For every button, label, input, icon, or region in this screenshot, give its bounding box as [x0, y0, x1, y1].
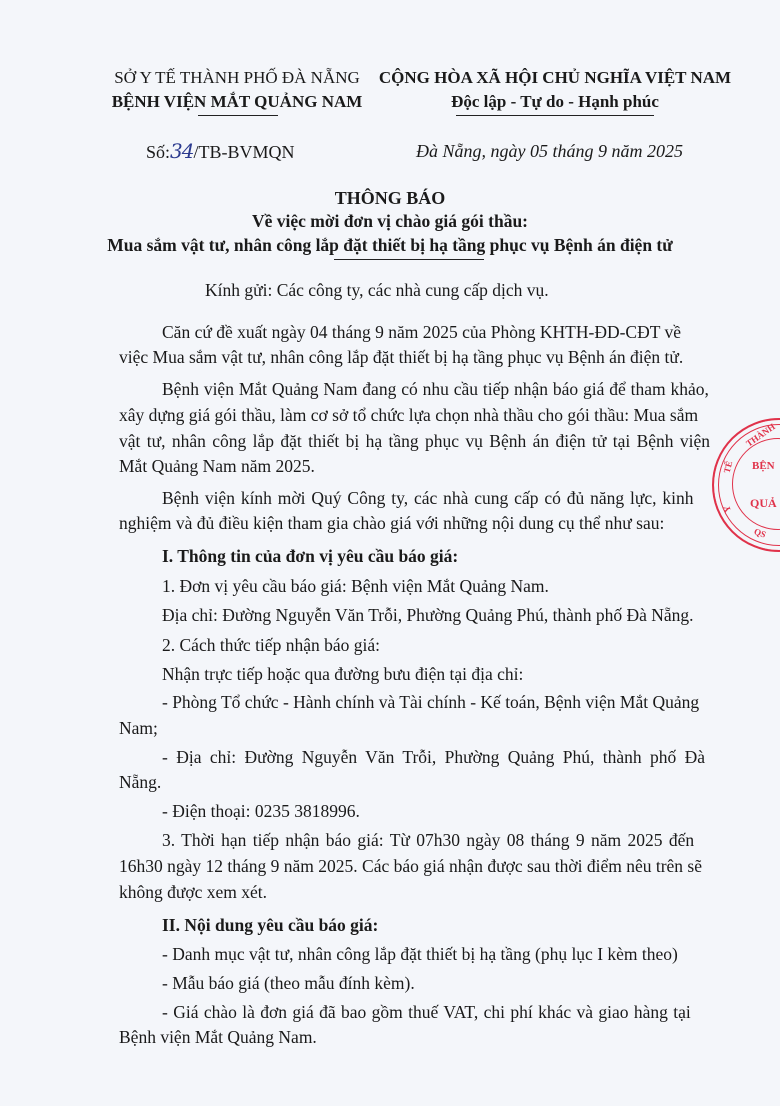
- para2-line3: vật tư, nhân công lắp đặt thiết bị hạ tầng phục vụ Bệnh án điện tử tại Bệnh viện: [119, 431, 711, 451]
- section1-address: Địa chỉ: Đường Nguyễn Văn Trỗi, Phường Quảng Phú, thành phố Đà Nẵng.: [162, 605, 694, 625]
- issuer-department: SỞ Y TẾ THÀNH PHỐ ĐÀ NẴNG: [114, 68, 360, 87]
- official-seal-stamp: [712, 418, 780, 552]
- stamp-text-left2: Y: [721, 504, 734, 514]
- section2-heading: II. Nội dung yêu cầu báo giá:: [162, 915, 379, 935]
- para2-line1: Bệnh viện Mắt Quảng Nam đang có nhu cầu tiếp nhận báo giá để tham khảo,: [162, 379, 709, 399]
- title-subject-line1: Về việc mời đơn vị chào giá gói thầu:: [251, 211, 529, 231]
- para3-line1: Bệnh viện kính mời Quý Công ty, các nhà cung cấp có đủ năng lực, kinh: [162, 488, 694, 508]
- para3-line2: nghiệm và đủ điều kiện tham gia chào giá với những nội dung cụ thể như sau:: [119, 513, 665, 533]
- issuer-hospital: BỆNH VIỆN MẮT QUẢNG NAM: [111, 92, 363, 111]
- section1-receive: Nhận trực tiếp hoặc qua đường bưu điện tại địa chỉ:: [162, 664, 524, 684]
- section1-addr2-line1: - Địa chỉ: Đường Nguyễn Văn Trỗi, Phường Quảng Phú, thành phố Đà: [162, 747, 706, 767]
- stamp-text-top: THÀNH: [744, 421, 777, 449]
- stamp-text-left: TẾ: [721, 459, 735, 475]
- section2-bullet1: - Danh mục vật tư, nhân công lắp đặt thiết bị hạ tầng (phụ lục I kèm theo): [162, 944, 678, 964]
- place-date: Đà Nẵng, ngày 05 tháng 9 năm 2025: [416, 141, 683, 161]
- section1-heading: I. Thông tin của đơn vị yêu cầu báo giá:: [162, 546, 459, 566]
- stamp-text-bottom: QS: [752, 526, 768, 540]
- document-title: THÔNG BÁO: [334, 188, 446, 208]
- section1-phone: - Điện thoại: 0235 3818996.: [162, 801, 360, 821]
- section1-item1: 1. Đơn vị yêu cầu báo giá: Bệnh viện Mắt Quảng Nam.: [162, 576, 549, 596]
- para1-line2: việc Mua sắm vật tư, nhân công lắp đặt thiết bị hạ tầng phục vụ Bệnh án điện tử.: [119, 347, 684, 367]
- national-title: CỘNG HÒA XÃ HỘI CHỦ NGHĨA VIỆT NAM: [378, 68, 732, 87]
- national-motto: Độc lập - Tự do - Hạnh phúc: [451, 92, 659, 111]
- section1-dept-line2: Nam;: [119, 718, 158, 738]
- para2-line4: Mắt Quảng Nam năm 2025.: [119, 456, 315, 476]
- number-prefix: Số:: [146, 142, 171, 162]
- section1-item3-line3: không được xem xét.: [119, 882, 268, 902]
- title-subject-line2: Mua sắm vật tư, nhân công lắp đặt thiết bị hạ tầng phục vụ Bệnh án điện tử: [107, 235, 673, 255]
- section1-addr2-line2: Nẵng.: [119, 772, 162, 792]
- para2-line2: xây dựng giá gói thầu, làm cơ sở tổ chức lựa chọn nhà thầu cho gói thầu: Mua sắm: [119, 405, 699, 425]
- section1-item3-line1: 3. Thời hạn tiếp nhận báo giá: Từ 07h30 ngày 08 tháng 9 năm 2025 đến: [162, 830, 695, 850]
- section1-item3-line2: 16h30 ngày 12 tháng 9 năm 2025. Các báo giá nhận được sau thời điểm nêu trên sẽ: [119, 856, 703, 876]
- section1-item2: 2. Cách thức tiếp nhận báo giá:: [162, 635, 380, 655]
- stamp-text-center1: BỆN: [752, 460, 775, 472]
- section1-dept-line1: - Phòng Tổ chức - Hành chính và Tài chính - Kế toán, Bệnh viện Mắt Quảng: [162, 692, 700, 712]
- stamp-inner-ring: [732, 438, 780, 530]
- section2-bullet2: - Mẫu báo giá (theo mẫu đính kèm).: [162, 973, 415, 993]
- motto-underline: [456, 115, 654, 116]
- section2-bullet3-line2: Bệnh viện Mắt Quảng Nam.: [119, 1027, 317, 1047]
- para1-line1: Căn cứ đề xuất ngày 04 tháng 9 năm 2025 của Phòng KHTH-ĐD-CĐT về: [162, 322, 681, 342]
- recipient: Kính gửi: Các công ty, các nhà cung cấp dịch vụ.: [205, 280, 549, 300]
- number-suffix: /TB-BVMQN: [193, 142, 295, 162]
- section2-bullet3-line1: - Giá chào là đơn giá đã bao gồm thuế VAT, chi phí khác và giao hàng tại: [162, 1002, 691, 1022]
- document-number: [146, 138, 294, 165]
- issuer-underline: [198, 115, 278, 116]
- handwritten-number: 34: [170, 139, 194, 163]
- stamp-text-center2: QUẢ: [750, 496, 777, 510]
- title-underline: [334, 259, 484, 260]
